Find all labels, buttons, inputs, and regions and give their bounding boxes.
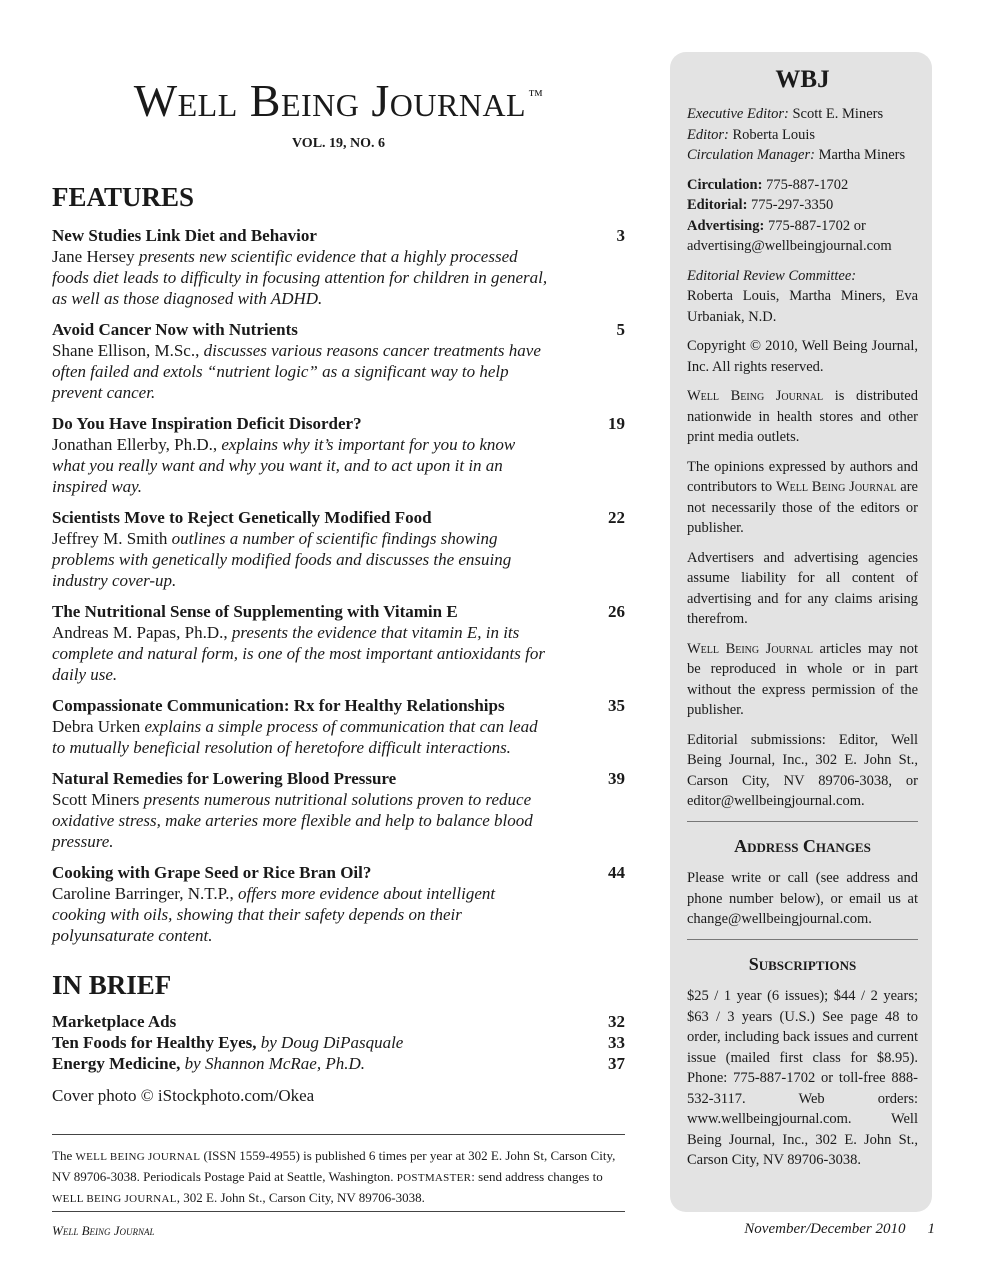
staff-role: Executive Editor: bbox=[687, 106, 789, 122]
feature-title[interactable]: Avoid Cancer Now with Nutrients bbox=[52, 320, 298, 339]
feature-author: Jeffrey M. Smith bbox=[52, 529, 168, 548]
feature-author: Debra Urken bbox=[52, 717, 141, 736]
contact-value: 775-887-1702 or advertising@wellbeingjournal.com bbox=[687, 217, 892, 254]
feature-page-number: 22 bbox=[608, 508, 625, 527]
contact-label: Circulation: bbox=[687, 176, 763, 193]
in-brief-list bbox=[52, 1011, 625, 1074]
feature-title[interactable]: The Nutritional Sense of Supplementing with Vitamin E bbox=[52, 602, 458, 621]
feature-page-number: 5 bbox=[616, 320, 625, 339]
contact-line bbox=[687, 175, 918, 196]
trademark-symbol: ™ bbox=[528, 87, 544, 104]
feature-description bbox=[52, 622, 552, 685]
footer-issue-date bbox=[744, 1221, 935, 1238]
feature-entry bbox=[52, 768, 625, 852]
brief-title[interactable]: Marketplace Ads bbox=[52, 1012, 177, 1031]
brief-page-number: 37 bbox=[608, 1054, 625, 1073]
contact-line bbox=[687, 195, 918, 216]
feature-description bbox=[52, 789, 552, 852]
brief-page-number: 33 bbox=[608, 1033, 625, 1052]
volume-number: VOL. 19, NO. 6 bbox=[291, 136, 386, 151]
feature-title[interactable]: Natural Remedies for Lowering Blood Pressure bbox=[52, 769, 397, 788]
feature-author: Andreas M. Papas, Ph.D., bbox=[52, 623, 228, 642]
feature-title-row bbox=[52, 225, 625, 246]
feature-summary: discusses various reasons cancer treatments have often failed and extols “nutrient logic” as a significant way to help prevent cancer. bbox=[52, 341, 541, 402]
feature-description bbox=[52, 434, 552, 497]
sidebar-divider bbox=[687, 939, 918, 940]
footer-journal-name: Well Being Journal bbox=[52, 1223, 155, 1238]
staff-role: Editor: bbox=[687, 126, 729, 143]
address-changes-heading: Address Changes bbox=[734, 835, 871, 856]
brief-page-number: 32 bbox=[608, 1012, 625, 1031]
review-names: Roberta Louis, Martha Miners, Eva Urbaniak, N.D. bbox=[687, 288, 918, 325]
distribution-text: is distributed nationwide in health stores and other print media outlets. bbox=[687, 388, 918, 445]
brief-entry bbox=[52, 1032, 625, 1053]
sidebar-title: WBJ bbox=[775, 66, 830, 93]
divider bbox=[52, 1134, 625, 1135]
feature-entry bbox=[52, 862, 625, 946]
feature-title[interactable]: Cooking with Grape Seed or Rice Bran Oil? bbox=[52, 863, 372, 882]
submissions-notice: Editorial submissions: Editor, Well Being Journal, Inc., 302 E. John St., Carson City, NV 89706-3038, or editor@wellbeingjournal.com. bbox=[687, 731, 918, 809]
feature-entry bbox=[52, 507, 625, 591]
divider bbox=[52, 1211, 625, 1212]
notice-text: , 302 E. John St., Carson City, NV 89706-3038. bbox=[176, 1190, 425, 1205]
feature-title[interactable]: New Studies Link Diet and Behavior bbox=[52, 226, 317, 245]
staff-line bbox=[687, 104, 918, 125]
feature-description bbox=[52, 716, 552, 758]
reproduction-notice bbox=[687, 639, 918, 721]
feature-title-row bbox=[52, 413, 625, 434]
contact-value: 775-297-3350 bbox=[747, 197, 834, 213]
address-changes-text: Please write or call (see address and phone number below), or email us at change@wellbeingjournal.com. bbox=[687, 870, 918, 927]
feature-page-number: 3 bbox=[616, 226, 625, 245]
review-label: Editorial Review Committee: bbox=[687, 267, 857, 284]
feature-entry bbox=[52, 319, 625, 403]
in-brief-heading: IN BRIEF bbox=[52, 970, 172, 1000]
subscriptions-text: $25 / 1 year (6 issues); $44 / 2 years; $63 / 3 years (U.S.) See page 48 to order, including back issues and current issue (mailed first class for $8.95). Phone: 775-887-1702 or toll-free 888-532-3117. Web orders: www.wellbeingjournal.com. Well Being Journal, Inc., 302 E. John St., Carson City, NV 89706-3038. bbox=[687, 988, 918, 1168]
feature-summary: explains a simple process of communication that can lead to mutually beneficial resolution of heretofore difficult interactions. bbox=[52, 717, 538, 757]
journal-name: Well Being Journal bbox=[687, 640, 813, 657]
issue-date: November/December 2010 bbox=[744, 1221, 906, 1237]
journal-name: Well Being Journal bbox=[687, 388, 824, 404]
notice-journal-name: WELL BEING JOURNAL bbox=[52, 1193, 177, 1205]
feature-description bbox=[52, 528, 552, 591]
brief-title-group bbox=[52, 1011, 176, 1032]
feature-author: Caroline Barringer, N.T.P., bbox=[52, 884, 234, 903]
staff-name: Roberta Louis bbox=[728, 126, 816, 143]
feature-entry bbox=[52, 413, 625, 497]
copyright-notice: Copyright © 2010, Well Being Journal, Inc. All rights reserved. bbox=[687, 338, 918, 375]
feature-author: Scott Miners bbox=[52, 790, 140, 809]
distribution-notice bbox=[687, 386, 918, 448]
staff-list bbox=[687, 104, 918, 166]
feature-title-row bbox=[52, 862, 625, 883]
features-heading: FEATURES bbox=[52, 182, 195, 212]
subscriptions-heading: Subscriptions bbox=[748, 953, 857, 974]
notice-text: : send address changes to bbox=[471, 1169, 603, 1184]
staff-name: Martha Miners bbox=[814, 147, 906, 163]
brief-title-group bbox=[52, 1053, 365, 1074]
journal-masthead bbox=[52, 75, 625, 126]
journal-name: Well Being Journal bbox=[775, 479, 897, 495]
advertisers-notice: Advertisers and advertising agencies assume liability for all content of advertising and for any claims arising therefrom. bbox=[687, 549, 918, 627]
staff-line bbox=[687, 145, 918, 166]
review-committee bbox=[687, 266, 918, 328]
feature-author: Jane Hersey bbox=[52, 247, 135, 266]
feature-title-row bbox=[52, 695, 625, 716]
staff-role: Circulation Manager: bbox=[687, 147, 815, 163]
feature-title[interactable]: Compassionate Communication: Rx for Healthy Relationships bbox=[52, 696, 505, 715]
feature-title[interactable]: Scientists Move to Reject Genetically Modified Food bbox=[52, 508, 432, 527]
staff-line bbox=[687, 125, 918, 146]
notice-text: The bbox=[52, 1148, 76, 1163]
opinions-text: The opinions expressed by authors and contributors to bbox=[687, 458, 918, 495]
journal-title: Well Being Journal bbox=[133, 75, 527, 126]
reproduction-text: articles may not be reproduced in whole or in part without the express permission of the publisher. bbox=[687, 640, 919, 718]
feature-entry bbox=[52, 601, 625, 685]
feature-summary: outlines a number of scientific findings showing problems with genetically modified foods and discusses the ensuing industry cover-up. bbox=[52, 529, 512, 590]
brief-title-group bbox=[52, 1032, 403, 1053]
brief-entry bbox=[52, 1011, 625, 1032]
sidebar-divider bbox=[687, 821, 918, 822]
feature-title-row bbox=[52, 768, 625, 789]
opinions-text: are not necessarily those of the editors or publisher. bbox=[687, 479, 918, 536]
notice-text: (ISSN 1559-4955) is published 6 times per year at 302 E. John St, Carson City, NV 89706-3038. Periodicals Postage Paid at Seattle, Washington. bbox=[52, 1148, 616, 1184]
feature-description bbox=[52, 883, 552, 946]
publication-notice bbox=[52, 1146, 625, 1209]
brief-title[interactable]: Ten Foods for Healthy Eyes, bbox=[52, 1033, 257, 1052]
feature-page-number: 35 bbox=[608, 696, 625, 715]
feature-page-number: 44 bbox=[608, 863, 625, 882]
feature-summary: presents numerous nutritional solutions proven to reduce oxidative stress, make arteries more flexible and help to balance blood pressure. bbox=[52, 790, 533, 851]
feature-summary: presents new scientific evidence that a highly processed foods diet leads to difficulty in focusing attention for children in general, as well as those diagnosed with ADHD. bbox=[52, 247, 548, 308]
brief-entry bbox=[52, 1053, 625, 1074]
feature-page-number: 26 bbox=[608, 602, 625, 621]
staff-name: Scott E. Miners bbox=[788, 106, 884, 122]
brief-byline: by Doug DiPasquale bbox=[256, 1033, 404, 1052]
contact-value: 775-887-1702 bbox=[762, 176, 849, 193]
opinions-notice bbox=[687, 457, 918, 539]
feature-author: Jonathan Ellerby, Ph.D., bbox=[52, 435, 218, 454]
notice-journal-name: WELL BEING JOURNAL bbox=[75, 1151, 201, 1163]
feature-title-row bbox=[52, 601, 625, 622]
cover-photo-credit: Cover photo © iStockphoto.com/Okea bbox=[52, 1086, 315, 1105]
contact-label: Advertising: bbox=[687, 217, 765, 234]
masthead-sidebar bbox=[670, 52, 932, 1212]
feature-summary: explains why it’s important for you to know what you really want and why you want it, and to act upon it in an inspired way. bbox=[52, 435, 516, 496]
feature-title-row bbox=[52, 507, 625, 528]
contact-list bbox=[687, 175, 918, 257]
feature-entry bbox=[52, 225, 625, 309]
feature-description bbox=[52, 340, 552, 403]
feature-summary: presents the evidence that vitamin E, in its complete and natural form, is one of the most important antioxidants for daily use. bbox=[52, 623, 545, 684]
notice-postmaster: POSTMASTER bbox=[396, 1172, 472, 1184]
feature-author: Shane Ellison, M.Sc., bbox=[52, 341, 200, 360]
page-number: 1 bbox=[927, 1221, 935, 1237]
contact-label: Editorial: bbox=[687, 197, 748, 213]
feature-summary: offers more evidence about intelligent cooking with oils, showing that their safety depends on their polyunsaturate content. bbox=[52, 884, 496, 945]
contact-line bbox=[687, 216, 918, 257]
feature-entry bbox=[52, 695, 625, 758]
contents-column bbox=[52, 70, 625, 1106]
brief-byline: by Shannon McRae, Ph.D. bbox=[180, 1054, 366, 1073]
feature-page-number: 39 bbox=[608, 769, 625, 788]
feature-title-row bbox=[52, 319, 625, 340]
feature-title[interactable]: Do You Have Inspiration Deficit Disorder? bbox=[52, 414, 362, 433]
brief-title[interactable]: Energy Medicine, bbox=[52, 1054, 181, 1073]
features-list bbox=[52, 225, 625, 946]
feature-page-number: 19 bbox=[608, 414, 625, 433]
feature-description bbox=[52, 246, 552, 309]
